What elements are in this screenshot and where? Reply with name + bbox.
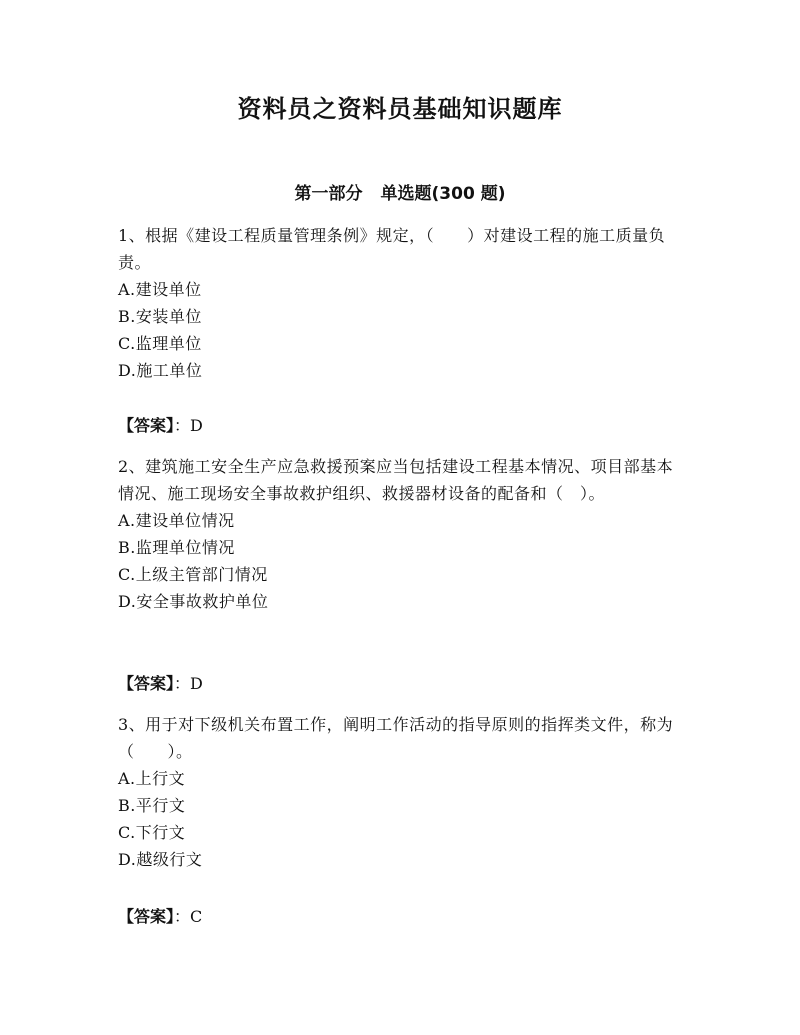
- option-a: A.建设单位: [118, 280, 202, 299]
- answer-line: [118, 903, 418, 930]
- answer-value: D: [190, 416, 203, 435]
- answer-line: [118, 412, 418, 439]
- document-title: 资料员之资料员基础知识题库: [237, 95, 563, 123]
- answer-value: C: [190, 907, 203, 926]
- question-2: [118, 453, 688, 693]
- option-list: [118, 276, 688, 384]
- answer-separator: ：: [174, 674, 191, 693]
- answer-value: D: [190, 674, 203, 693]
- answer-label: 【答案】: [118, 674, 175, 693]
- option-d: D.施工单位: [118, 361, 203, 380]
- option-c: C.下行文: [118, 823, 186, 842]
- option-b: B.安装单位: [118, 307, 202, 326]
- option-a: A.建设单位情况: [118, 511, 235, 530]
- option-c: C.监理单位: [118, 334, 202, 353]
- option-a: A.上行文: [118, 769, 186, 788]
- question-1: [118, 222, 688, 435]
- section-name: 单选题(300 题): [380, 184, 506, 204]
- option-list: [118, 765, 688, 873]
- question-stem: 2、建筑施工安全生产应急救援预案应当包括建设工程基本情况、项目部基本情况、施工现场安全事故救护组织、救援器材设备的配备和（ ）。: [118, 457, 674, 503]
- option-b: B.平行文: [118, 796, 186, 815]
- option-b: B.监理单位情况: [118, 538, 235, 557]
- answer-label: 【答案】: [118, 907, 175, 926]
- question-stem: 1、根据《建设工程质量管理条例》规定，（ ）对建设工程的施工质量负责。: [118, 226, 666, 272]
- option-c: C.上级主管部门情况: [118, 565, 268, 584]
- option-d: D.越级行文: [118, 850, 203, 869]
- option-list: [118, 507, 688, 615]
- question-stem: 3、用于对下级机关布置工作，阐明工作活动的指导原则的指挥类文件，称为（ ）。: [118, 715, 674, 761]
- answer-separator: ：: [174, 416, 191, 435]
- section-part: 第一部分: [294, 184, 363, 204]
- answer-separator: ：: [174, 907, 191, 926]
- section-heading: [0, 180, 800, 208]
- answer-line: [118, 670, 418, 697]
- option-d: D.安全事故救护单位: [118, 592, 269, 611]
- question-3: [118, 711, 688, 926]
- answer-label: 【答案】: [118, 416, 175, 435]
